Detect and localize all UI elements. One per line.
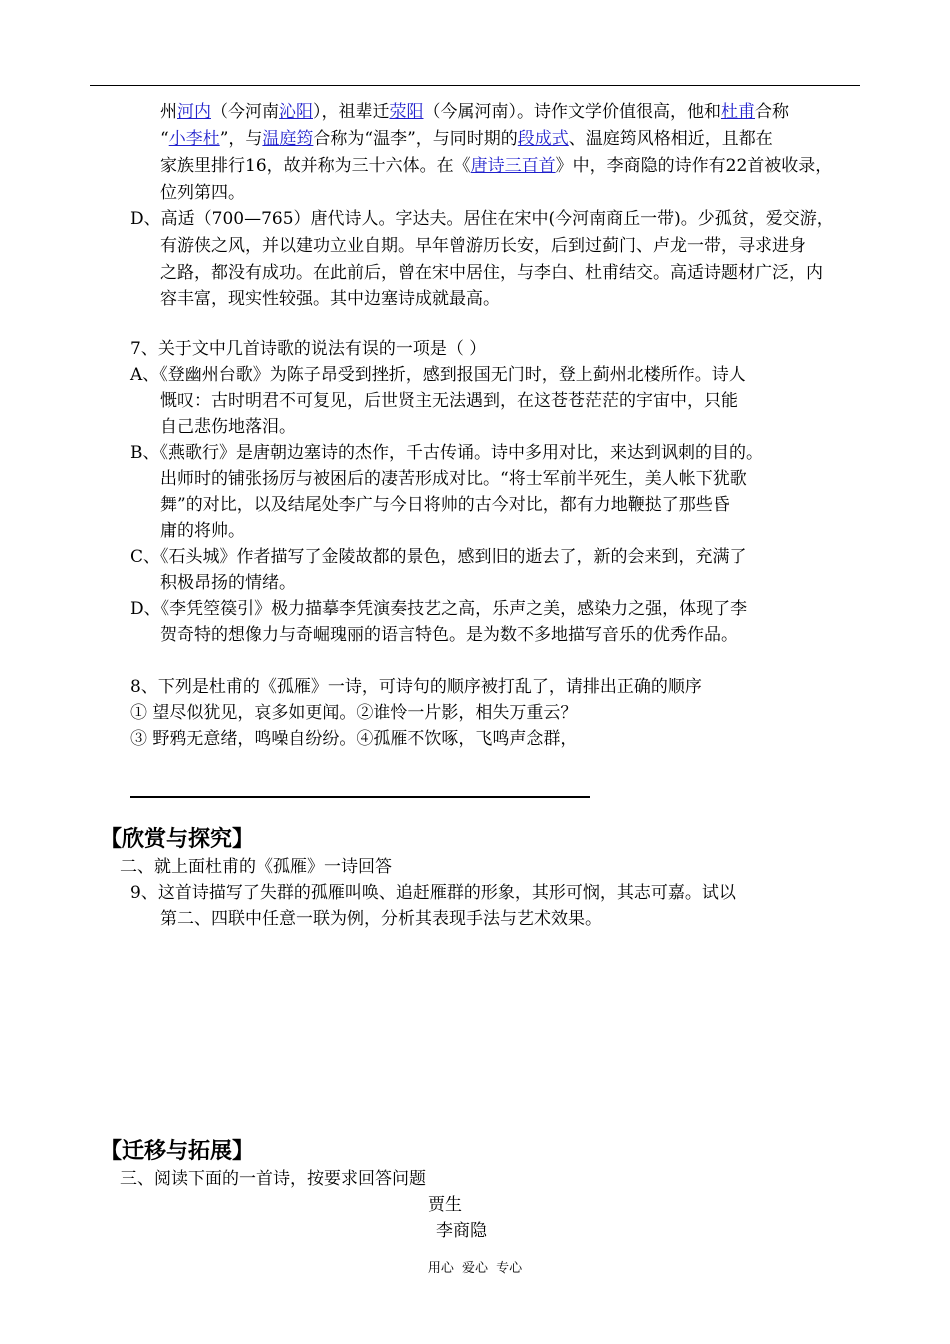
section-2-intro: 二、就上面杜甫的《孤雁》一诗回答 <box>120 857 392 877</box>
q8-lines-row-2: ③ 野鸦无意绪，鸣噪自纷纷。④孤雁不饮啄，飞鸣声念群， <box>130 729 578 749</box>
q7-option-c-line-2: 积极昂扬的情绪。 <box>160 573 296 593</box>
q7-option-d-line-1: D、《李凭箜篌引》极力描摹李凭演奏技艺之高，乐声之美，感染力之强，体现了李 <box>130 599 748 619</box>
link-qinyang[interactable]: 沁阳 <box>279 102 313 122</box>
section-heading-appreciation: 【欣赏与探究】 <box>100 827 255 852</box>
section-3-intro: 三、阅读下面的一首诗，按要求回答问题 <box>120 1169 426 1189</box>
q7-option-b-line-2: 出师时的铺张扬厉与被困后的凄苦形成对比。“将士军前半死生，美人帐下犹歌 <box>160 469 747 489</box>
q7-option-a-line-2: 慨叹：古时明君不可复见，后世贤主无法遇到，在这苍苍茫茫的宇宙中，只能 <box>160 391 738 411</box>
poem-author: 李商隐 <box>436 1221 487 1241</box>
link-tang-poems-300[interactable]: 唐诗三百首 <box>470 156 556 176</box>
text-fragment: ”，与 <box>219 129 263 149</box>
q7-option-b-line-3: 舞”的对比，以及结尾处李广与今日将帅的古今对比，都有力地鞭挞了那些昏 <box>160 495 730 515</box>
q7-option-b-line-4: 庸的将帅。 <box>160 521 245 541</box>
q8-lines-row-1: ① 望尽似犹见，哀多如更闻。②谁怜一片影，相失万重云？ <box>130 703 578 723</box>
link-du-fu[interactable]: 杜甫 <box>721 102 755 122</box>
link-xiao-li-du[interactable]: 小李杜 <box>168 129 220 149</box>
text-fragment: 、温庭筠风格相近，且都在 <box>568 129 773 149</box>
header-rule <box>90 85 860 86</box>
question-9-line-1: 9、这首诗描写了失群的孤雁叫唤、追赶雁群的形象，其形可悯，其志可嘉。试以 <box>130 883 736 903</box>
question-9-line-2: 第二、四联中任意一联为例，分析其表现手法与艺术效果。 <box>160 909 602 929</box>
poem-title: 贾生 <box>428 1195 462 1215</box>
question-8-stem: 8、下列是杜甫的《孤雁》一诗，可诗句的顺序被打乱了，请排出正确的顺序 <box>130 677 702 697</box>
section-heading-extension: 【迁移与拓展】 <box>100 1139 255 1164</box>
option-c-line-2 <box>160 129 773 149</box>
option-c-line-3 <box>160 156 832 176</box>
link-henei[interactable]: 河内 <box>177 102 211 122</box>
text-fragment: 州 <box>160 102 177 122</box>
link-xingyang[interactable]: 荥阳 <box>389 102 424 122</box>
q7-option-b-line-1: B、《燕歌行》是唐朝边塞诗的杰作，千古传诵。诗中多用对比，来达到讽刺的目的。 <box>130 443 763 463</box>
option-d-line-4: 容丰富，现实性较强。其中边塞诗成就最高。 <box>160 289 500 309</box>
q7-option-a-line-3: 自己悲伤地落泪。 <box>160 417 296 437</box>
text-fragment: 》中，李商隐的诗作有22首被收录， <box>555 156 833 176</box>
option-d-line-1: D、高适（700—765）唐代诗人。字达夫。居住在宋中(今河南商丘一带)。少孤贫，爱交游， <box>130 209 834 229</box>
q7-option-d-line-2: 贺奇特的想像力与奇崛瑰丽的语言特色。是为数不多地描写音乐的优秀作品。 <box>160 625 738 645</box>
text-fragment: “ <box>160 129 169 149</box>
text-fragment: 合称 <box>755 102 789 122</box>
text-fragment: 合称为“温李”，与同时期的 <box>313 129 518 149</box>
text-fragment: （今河南 <box>211 102 279 122</box>
option-c-line-4: 位列第四。 <box>160 183 245 203</box>
option-c-line-1 <box>160 102 789 122</box>
answer-line <box>130 796 590 798</box>
link-wen-tingyun[interactable]: 温庭筠 <box>262 129 314 149</box>
text-fragment: ），祖辈迁 <box>313 102 390 122</box>
link-duan-chengshi[interactable]: 段成式 <box>517 129 569 149</box>
page-footer: 用心 爱心 专心 <box>427 1261 523 1276</box>
option-d-line-3: 之路，都没有成功。在此前后，曾在宋中居住，与李白、杜甫结交。高适诗题材广泛，内 <box>160 263 823 283</box>
q7-option-a-line-1: A、《登幽州台歌》为陈子昂受到挫折，感到报国无门时，登上蓟州北楼所作。诗人 <box>130 365 746 385</box>
text-fragment: （今属河南）。诗作文学价值很高，他和 <box>423 102 721 122</box>
q7-option-c-line-1: C、《石头城》作者描写了金陵故都的景色，感到旧的逝去了，新的会来到，充满了 <box>130 547 747 567</box>
option-d-line-2: 有游侠之风，并以建功立业自期。早年曾游历长安，后到过蓟门、卢龙一带，寻求进身 <box>160 236 806 256</box>
question-7-stem: 7、关于文中几首诗歌的说法有误的一项是（ ） <box>130 339 487 359</box>
text-fragment: 家族里排行16，故并称为三十六体。在《 <box>160 156 471 176</box>
